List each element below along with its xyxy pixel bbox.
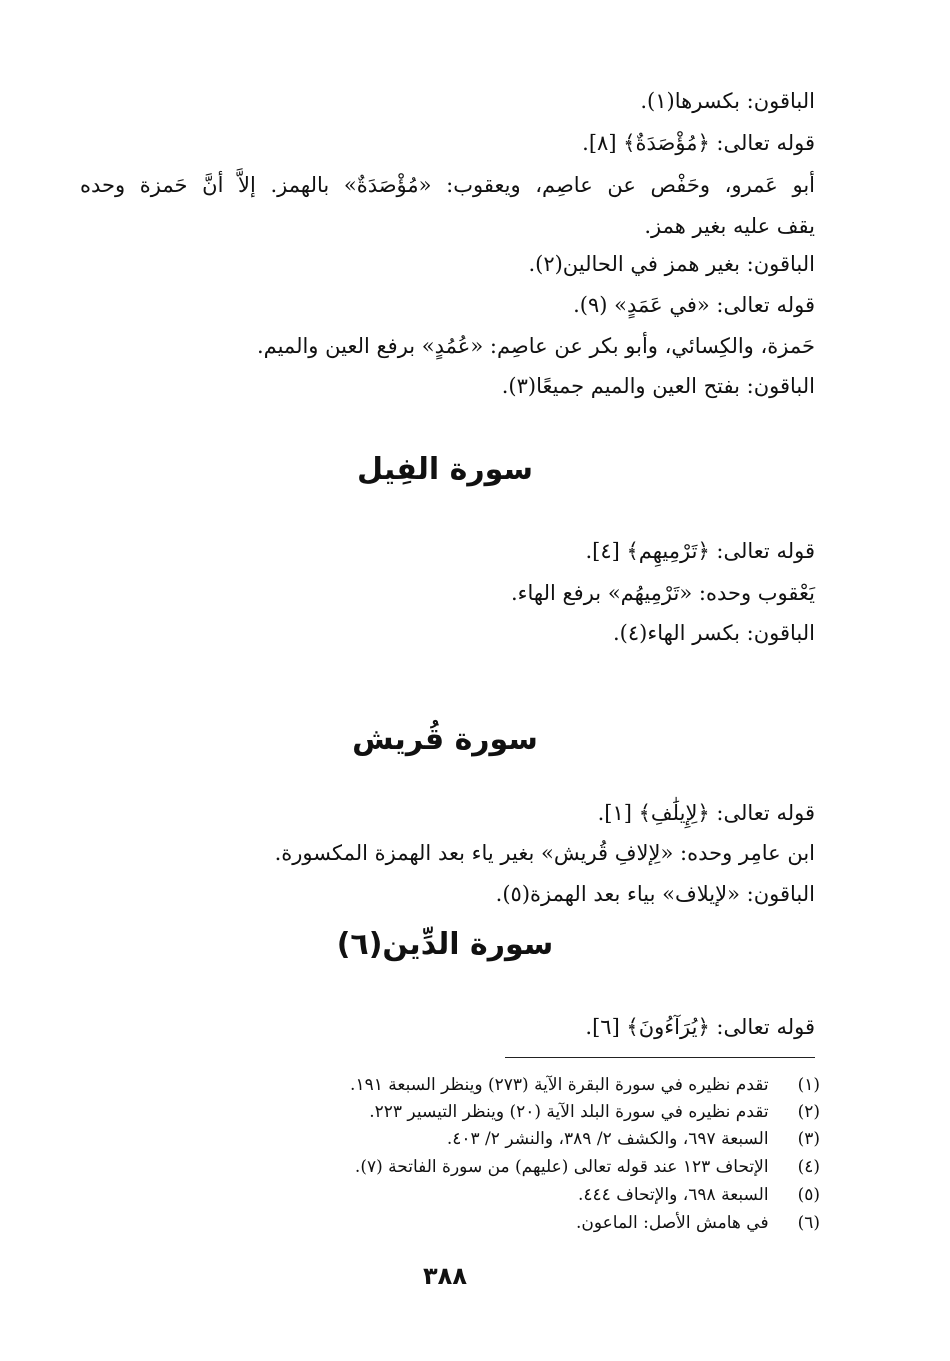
- text-line: الباقون: بغير همز في الحالين(٢).: [528, 252, 815, 276]
- text-line: الباقون: بكسر الهاء(٤).: [612, 621, 815, 645]
- footnote-text: في هامش الأصل: الماعون.: [575, 1213, 769, 1233]
- footnote: [350, 1073, 820, 1097]
- footnote: [355, 1155, 820, 1179]
- footnote-text: تقدم نظيره في سورة البقرة الآية (٢٧٣) وينظر السبعة ١٩١.: [350, 1075, 769, 1095]
- text-line: قوله تعالى: ﴿يُرَآءُونَ﴾ [٦].: [585, 1015, 815, 1039]
- surah-heading: سورة الدِّين(٦): [336, 927, 554, 962]
- footnote: [576, 1211, 820, 1235]
- footnote: [447, 1127, 820, 1151]
- surah-heading: سورة الفِيل: [357, 452, 533, 487]
- footnote-number: (٦): [797, 1213, 820, 1233]
- text-line: ابن عامِر وحده: «لِإلافِ قُريش» بغير ياء بعد الهمزة المكسورة.: [274, 841, 815, 865]
- text-line: الباقون: «لإيلاف» بياء بعد الهمزة(٥).: [495, 882, 815, 906]
- text-line: الباقون: بكسرها(١).: [640, 89, 815, 113]
- footnote-number: (٤): [797, 1157, 820, 1177]
- text-line: يقف عليه بغير همز.: [644, 214, 815, 238]
- footnote-number: (١): [797, 1075, 820, 1095]
- footnote-text: تقدم نظيره في سورة البلد الآية (٢٠) وينظر التيسير ٢٢٣.: [369, 1102, 769, 1122]
- text-line: قوله تعالى: ﴿لِإِيلَٰفِ﴾ [١].: [597, 801, 815, 825]
- surah-heading: سورة قُريش: [352, 722, 538, 757]
- text-line: الباقون: بفتح العين والميم جميعًا(٣).: [501, 374, 815, 398]
- footnote-text: السبعة ٦٩٧، والكشف ٢/ ٣٨٩، والنشر ٢/ ٤٠٣.: [446, 1129, 769, 1149]
- footnote-number: (٥): [797, 1185, 820, 1205]
- footnote: [369, 1100, 820, 1124]
- text-line: أبو عَمرو، وحَفْص عن عاصِم، ويعقوب: «مُؤْصَدَةٌ» بالهمز. إلاَّ أنَّ حَمزة وحده: [80, 173, 815, 197]
- footnote-text: السبعة ٦٩٨، والإتحاف ٤٤٤.: [578, 1185, 769, 1205]
- text-line: يَعْقوب وحده: «تَرْمِيهُم» برفع الهاء.: [510, 581, 815, 605]
- footnote-text: الإتحاف ١٢٣ عند قوله تعالى (عليهم) من سورة الفاتحة (٧).: [354, 1157, 769, 1177]
- footnote: [578, 1183, 820, 1207]
- footnote-divider: [505, 1057, 815, 1058]
- text-line: قوله تعالى: ﴿مُؤْصَدَةٌ﴾ [٨].: [582, 131, 815, 155]
- text-line: قوله تعالى: «في عَمَدٍ» (٩).: [573, 293, 815, 317]
- page-number: ٣٨٨: [423, 1262, 467, 1290]
- footnote-number: (٢): [797, 1102, 820, 1122]
- footnote-number: (٣): [797, 1129, 820, 1149]
- text-line: حَمزة، والكِسائي، وأبو بكر عن عاصِم: «عُمُدٍ» برفع العين والميم.: [256, 334, 815, 358]
- text-line: قوله تعالى: ﴿تَرْمِيهِم﴾ [٤].: [585, 539, 815, 563]
